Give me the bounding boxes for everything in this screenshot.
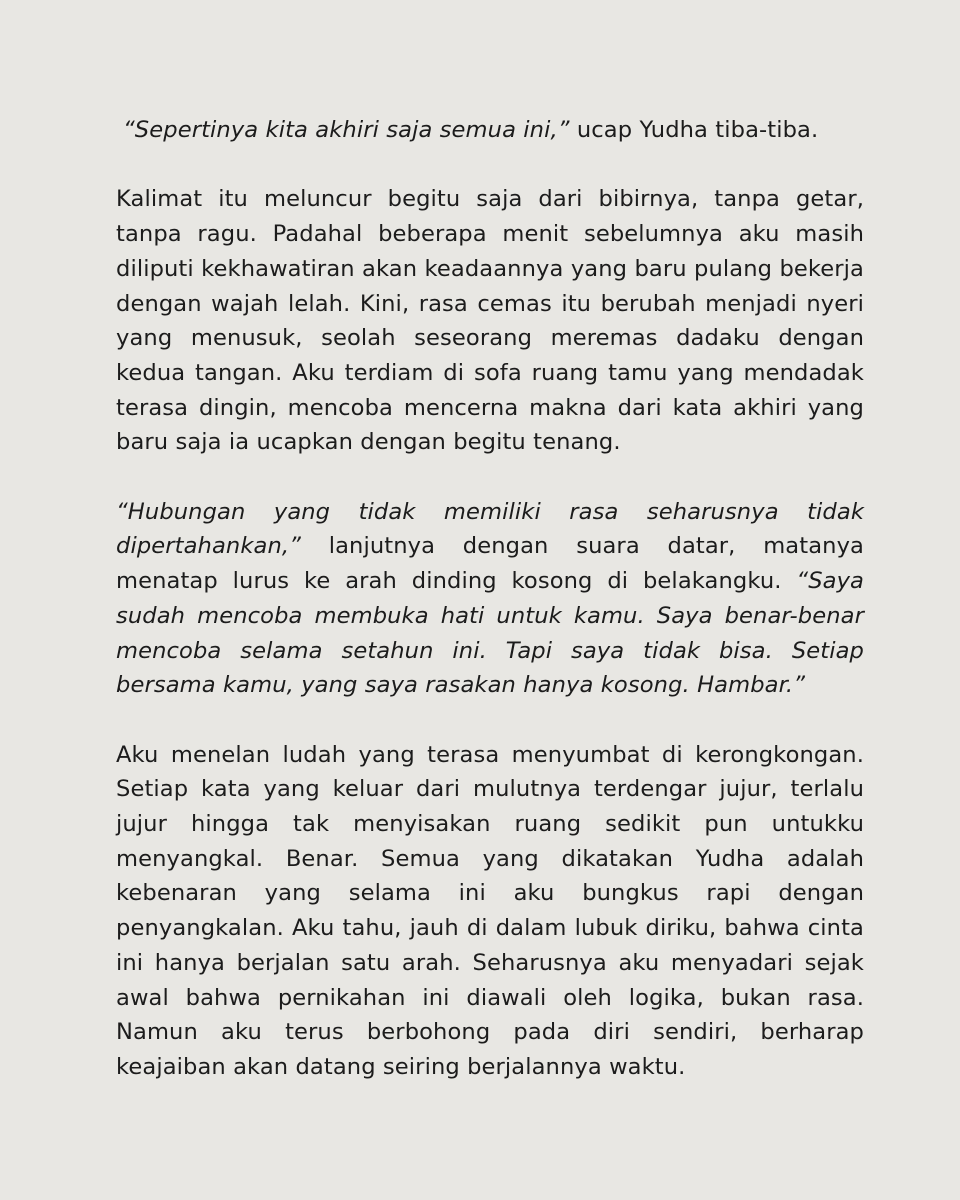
dialogue-quote: “Sepertinya kita akhiri saja semua ini,”	[123, 117, 570, 143]
story-page	[116, 113, 864, 1119]
paragraph-opening-dialogue	[116, 113, 864, 148]
paragraph-narration-1: Kalimat itu meluncur begitu saja dari bibirnya, tanpa getar, tanpa ragu. Padahal beberapa menit sebelumnya aku masih diliputi kekhawatiran akan keadaannya yang baru pulang bekerja dengan wajah lelah. Kini, rasa cemas itu berubah menjadi nyeri yang menusuk, seolah seseorang meremas dadaku dengan kedua tangan. Aku terdiam di sofa ruang tamu yang mendadak terasa dingin, mencoba mencerna makna dari kata akhiri yang baru saja ia ucapkan dengan begitu tenang.	[116, 186, 864, 456]
paragraph-narration-2: Aku menelan ludah yang terasa menyumbat di kerongkongan. Setiap kata yang keluar dari mulutnya terdengar jujur, terlalu jujur hingga tak menyisakan ruang sedikit pun untukku menyangkal. Benar. Semua yang dikatakan Yudha adalah kebenaran yang selama ini aku bungkus rapi dengan penyangkalan. Aku tahu, jauh di dalam lubuk diriku, bahwa cinta ini hanya berjalan satu arah. Seharusnya aku menyadari sejak awal bahwa pernikahan ini diawali oleh logika, bukan rasa. Namun aku terus berbohong pada diri sendiri, berharap keajaiban akan datang seiring berjalannya waktu.	[116, 741, 864, 1080]
dialogue-narration: lanjutnya dengan suara datar, matanya menatap lurus ke arah dinding kosong di belakangku.	[116, 533, 864, 595]
paragraph-dialogue-2	[116, 495, 864, 703]
dialogue-tag: ucap Yudha tiba-tiba.	[569, 117, 819, 143]
dialogue-quote-1: “Hubungan yang tidak memiliki rasa seharusnya tidak dipertahankan,”	[116, 498, 864, 560]
dialogue-quote-2: “Saya sudah mencoba membuka hati untuk kamu. Saya benar-benar mencoba selama setahun ini. Tapi saya tidak bisa. Setiap bersama kamu, yang saya rasakan hanya kosong. Hambar.”	[116, 568, 864, 699]
